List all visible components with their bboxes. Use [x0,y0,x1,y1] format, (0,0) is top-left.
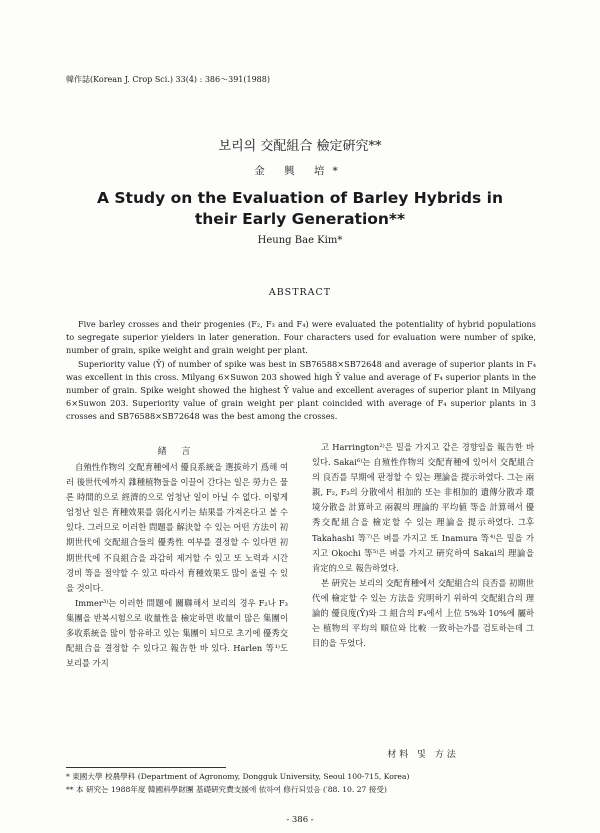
footnote-funding: ** 本 硏究는 1988年度 韓國科學財團 基礎硏究費支援에 依하여 修行되었음 (′88. 10. 27 接受) [66,785,387,794]
body-paragraph: 본 硏究는 보리의 交配育種에서 交配組合의 良否를 初期世代에 檢定할 수 있는 方法을 究明하기 위하여 交配組合의 理論的 優良度(Ȳ)와 그 組合의 F₄에서 上位 5%와 10%에 屬하는 植物의 平均의 順位와 比較 一致하는가를 검토하는데 그 目的을 두었다. [312,577,534,649]
materials-methods-heading: 材料 및 方法 [387,750,459,760]
author-korean: 金 興 培* [254,165,346,177]
journal-citation: 韓作誌(Korean J. Crop Sci.) 33(4) : 386～391(1988) [66,75,270,84]
footnote-divider [66,767,226,768]
footnote-affiliation: * 東國大學 校農學科 (Department of Agronomy, Dongguk University, Seoul 100-715, Korea) [66,772,410,781]
title-english: A Study on the Evaluation of Barley Hybrids in their Early Generation** [96,189,503,228]
title-korean: 보리의 交配組合 檢定硏究** [218,139,382,154]
page-number: - 386 - [286,815,314,825]
abstract-paragraph: Superiority value (Ȳ) of number of spike was best in SB76588×SB72648 and average of superior plants in F₄ was excellent in this cross. Milyang 6×Suwon 203 showed high Ȳ value and average of F₄ superior plants in the number of grain. Spike weight showed the highest Ȳ value and excellent averages of superior plant in Milyang 6×Suwon 203. Superiority value of grain weight per plant coincided with average of F₄ superior plants in 3 crosses and SB76588×SB72648 was the best among the crosses. [66,358,536,422]
abstract-heading: ABSTRACT [268,287,332,298]
introduction-heading: 緖 言 [157,447,197,457]
right-column [312,440,534,651]
body-paragraph: 自殖性作物의 交配育種에서 優良系統을 選拔하기 爲해 여러 後世代에까지 雜種植物들을 이끌어 간다는 일은 勞力은 물론 時間的으로 經濟的으로 엄청난 일이 아닐 수 없다. 이렇게 엄청난 일은 育種效果를 弱化시키는 結果를 가져온다고 볼 수 있다. 그러므로 이러한 問題를 解決할 수 있는 어떤 方法이 初期世代에 交配組合들의 優秀性 여부를 결정할 수 있다면 初期世代에 不良組合을 과감히 제거할 수 있고 또 노력과 시간 경비 等을 절약할 수 있고 따라서 育種效果도 많이 올릴 수 있을 것이다. [66,462,288,593]
left-column [66,460,288,671]
author-english: Heung Bae Kim* [257,235,343,246]
body-paragraph: 고 Harrington²⁾은 밀을 가지고 같은 경향임을 報告한 바 있다. Sakai⁶⁾는 自殖性作物의 交配育種에 있어서 交配組合의 良否를 早期에 판정할 수 있는 理論을 提示하였다. 그는 兩親, F₂, F₃의 分散에서 相加的 또는 非相加的 遺傳分散과 環境分散을 計算하고 兩親의 理論的 平均値 等을 計算해서 優秀交配組合을 檢定할 수 있는 理論을 提示하였다. 그후 Takahashi 等⁷⁾은 벼를 가지고 또 Inamura 等⁴⁾은 밀을 가지고 Okochi 等⁵⁾은 벼를 가지고 硏究하여 Sakai의 理論을 肯定的으로 報告하였다. [312,442,534,573]
abstract-paragraph: Five barley crosses and their progenies (F₂, F₃ and F₄) were evaluated the potentiality of hybrid populations to segregate superior yielders in later generation. Four characters used for evaluation were number of spike, number of grain, spike weight and grain weight per plant. [66,319,536,356]
abstract-body [66,318,536,424]
body-paragraph: Immer³⁾는 이러한 問題에 關聯해서 보리의 경우 F₂나 F₃ 集團을 반복시험으로 收量性을 檢定하면 收量이 많은 集團이 多收系統을 많이 함유하고 있는 集團이 되므로 초기에 優秀交配組合을 결정할 수 있다고 報告한 바 있다. Harlen 等¹⁾도 보리를 가지 [66,597,288,669]
